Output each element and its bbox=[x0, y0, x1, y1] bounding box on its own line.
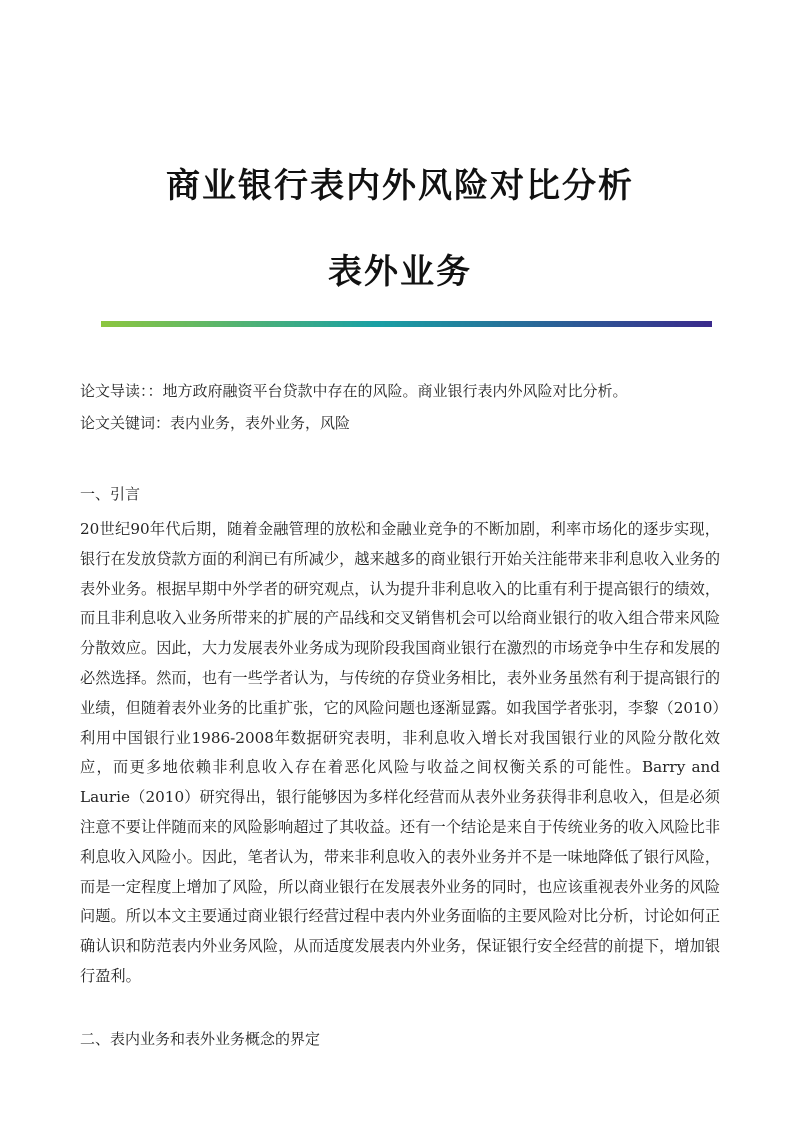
keywords-line: 论文关键词：表内业务，表外业务，风险 bbox=[80, 414, 351, 432]
document-title: 商业银行表内外风险对比分析 bbox=[166, 166, 634, 206]
abstract-line: 论文导读：：地方政府融资平台贷款中存在的风险。商业银行表内外风险对比分析。 bbox=[80, 382, 628, 400]
introduction-paragraph: 20世纪90年代后期，随着金融管理的放松和金融业竞争的不断加剧，利率市场化的逐步实现，银行在发放贷款方面的利润已有所减少，越来越多的商业银行开始关注能带来非利息收入业务的表外业务。根据早期中外学者的研究观点，认为提升非利息收入的比重有利于提高银行的绩效，而且非利息收入业务所带来的扩展的产品线和交叉销售机会可以给商业银行的收入组合带来风险分散效应。因此，大力发展表外业务成为现阶段我国商业银行在激烈的市场竞争中生存和发展的必然选择。然而，也有一些学者认为，与传统的存贷业务相比，表外业务虽然有利于提高银行的业绩，但随着表外业务的比重扩张，它的风险问题也逐渐显露。如我国学者张羽，李黎（2010）利用中国银行业1986-2008年数据研究表明，非利息收入增长对我国银行业的风险分散化效应，而更多地依赖非利息收入存在着恶化风险与收益之间权衡关系的可能性。Barry and Laurie（2010）研究得出，银行能够因为多样化经营而从表外业务获得非利息收入，但是必须注意不要让伴随而来的风险影响超过了其收益。还有一个结论是来自于传统业务的收入风险比非利息收入风险小。因此，笔者认为，带来非利息收入的表外业务并不是一味地降低了银行风险，而是一定程度上增加了风险，所以商业银行在发展表外业务的同时，也应该重视表外业务的风险问题。所以本文主要通过商业银行经营过程中表内外业务面临的主要风险对比分析，讨论如何正确认识和防范表内外业务风险，从而适度发展表内外业务，保证银行安全经营的前提下，增加银行盈利。 bbox=[80, 520, 720, 985]
gradient-divider bbox=[101, 321, 712, 327]
section-heading-definitions: 二、表内业务和表外业务概念的界定 bbox=[80, 1030, 321, 1048]
section-heading-introduction: 一、引言 bbox=[80, 485, 141, 503]
document-subtitle: 表外业务 bbox=[328, 252, 472, 292]
